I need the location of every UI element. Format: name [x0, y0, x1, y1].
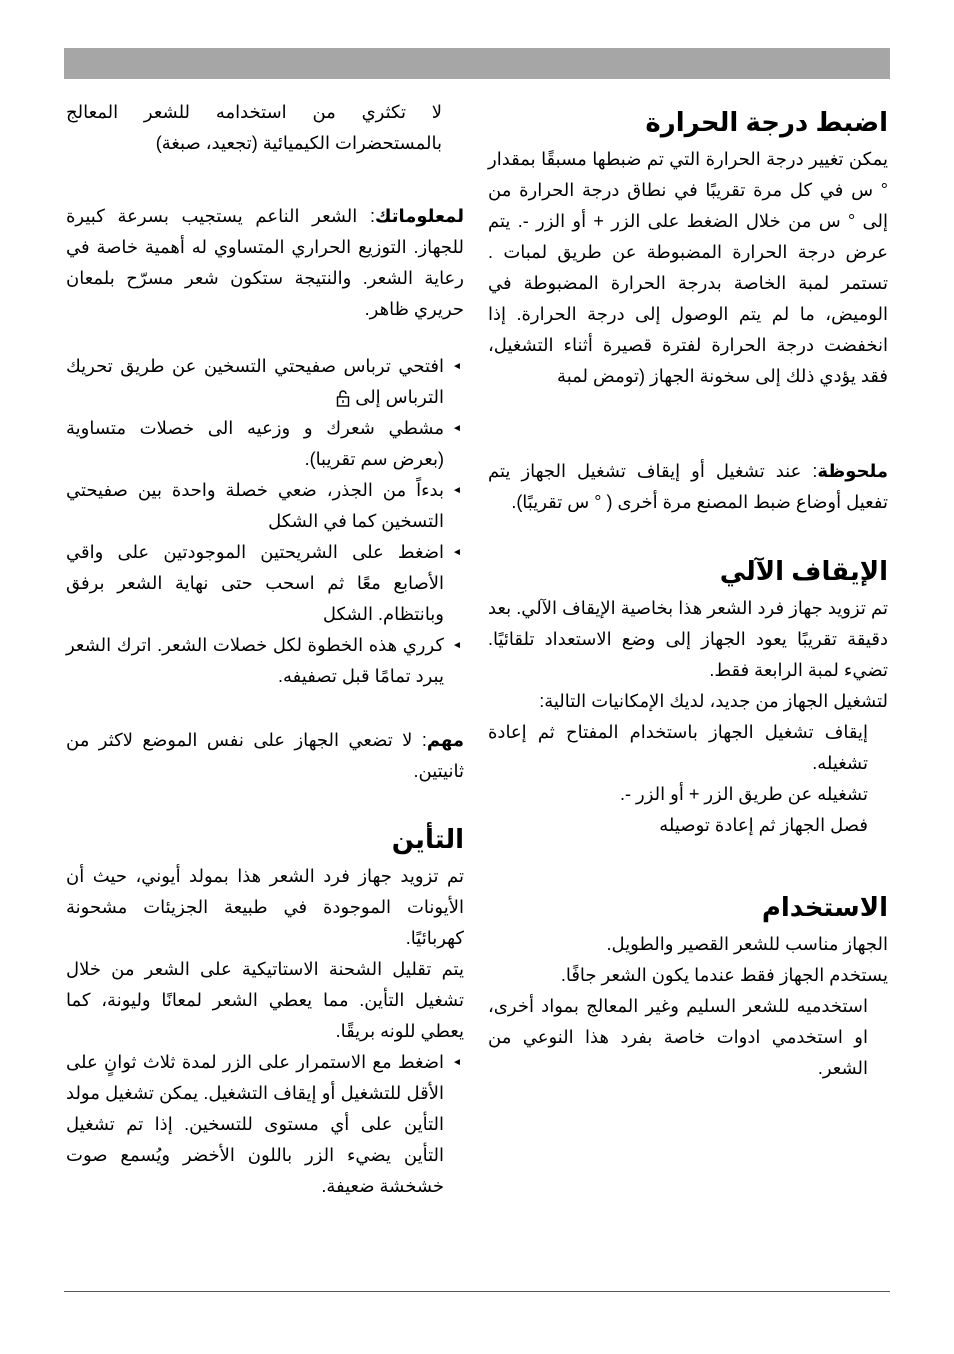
triangle-bullet-icon: ◄ [452, 640, 462, 651]
step-item [66, 413, 464, 475]
step-text: افتحي ترباس صفيحتي التسخين عن طريق تحريك الترباس إلى [66, 356, 444, 407]
restart-options [488, 717, 888, 841]
temperature-paragraph: يمكن تغيير درجة الحرارة التي تم ضبطها مسبقًا بمقدار ° س في كل مرة تقريبًا في نطاق درجة الحرارة من إلى ° س من خلال الضغط على الزر + أو الزر -. يتم عرض درجة الحرارة المضبوطة عن طريق لمبات . تستمر لمبة الخاصة بدرجة الحرارة المضبوطة في الوميض، ما لم يتم الوصول إلى درجة الحرارة. إذا انخفضت درجة الحرارة لفترة قصيرة أثناء التشغيل، فقد يؤدي ذلك إلى سخونة الجهاز (تومض لمبة [488, 149, 888, 386]
triangle-bullet-icon: ◄ [452, 547, 462, 558]
usage-line: الجهاز مناسب للشعر القصير والطويل. [606, 934, 888, 954]
usage-heading: الاستخدام [761, 892, 888, 922]
triangle-bullet-icon: ◄ [452, 423, 462, 434]
steps-list [66, 351, 464, 692]
ionization-paragraph-2: يتم تقليل الشحنة الاستاتيكية على الشعر من خلال تشغيل التأين. مما يعطي الشعر لمعانًا وليونة، كما يعطي للونه بريقًا. [66, 959, 464, 1041]
note-paragraph [488, 456, 888, 518]
info-label: لمعلوماتك [374, 206, 464, 226]
triangle-bullet-icon: ◄ [452, 485, 462, 496]
note-text: : عند تشغيل أو إيقاف تشغيل الجهاز يتم تفعيل أوضاع ضبط المصنع مرة أخرى ( ° س تقريبًا). [488, 461, 888, 512]
step-text: اضغط على الشريحتين الموجودتين على واقي الأصابع معًا ثم اسحب حتى نهاية الشعر برفق وبانتظام. الشكل [66, 542, 444, 624]
header-bar [64, 48, 890, 79]
usage-line: يستخدم الجهاز فقط عندما يكون الشعر جافًا. [560, 965, 888, 985]
usage-line: استخدميه للشعر السليم وغير المعالج بمواد أخرى، او استخدمي ادوات خاصة بفرد هذا النوعي من الشعر. [488, 996, 868, 1078]
important-text: : لا تضعي الجهاز على نفس الموضع لاكثر من ثانيتين. [66, 730, 464, 781]
open-lock-icon [336, 389, 350, 407]
ionization-steps [66, 1047, 464, 1202]
step-item [66, 537, 464, 630]
footer-divider [64, 1291, 890, 1292]
info-paragraph [66, 201, 464, 325]
temperature-heading: اضبط درجة الحرارة [645, 107, 888, 137]
step-item [66, 475, 464, 537]
right-column [488, 100, 888, 1084]
important-paragraph [66, 725, 464, 787]
left-column [66, 97, 464, 1202]
step-text: بدءاً من الجذر، ضعي خصلة واحدة بين صفيحتي التسخين كما في الشكل [66, 480, 444, 531]
note-label: ملحوظة [817, 461, 888, 481]
step-text: مشطي شعرك و وزعيه الى خصلات متساوية (بعرض سم تقريبا). [66, 418, 444, 469]
ionization-heading: التأين [391, 824, 464, 854]
triangle-bullet-icon: ◄ [452, 361, 462, 372]
restart-paragraph: لتشغيل الجهاز من جديد، لديك الإمكانيات التالية: [539, 691, 888, 711]
info-text: : الشعر الناعم يستجيب بسرعة كبيرة للجهاز. التوزيع الحراري المتساوي له أهمية خاصة في رعاية الشعر. والنتيجة ستكون شعر مسرّح بلمعان حريري ظاهر. [66, 206, 464, 319]
ionization-paragraph-1: تم تزويد جهاز فرد الشعر هذا بمولد أيوني، حيث أن الأيونات الموجودة في طبيعة الجزيئات مشحونة كهربائيًا. [66, 866, 464, 948]
step-item [66, 351, 464, 413]
restart-option: تشغيله عن طريق الزر + أو الزر -. [620, 784, 868, 804]
chemical-warning: لا تكثري من استخدامه للشعر المعالج بالمستحضرات الكيميائية (تجعيد، صبغة) [66, 102, 442, 153]
step-text: اضغط مع الاستمرار على الزر لمدة ثلاث ثوانٍ على الأقل للتشغيل أو إيقاف التشغيل. يمكن تشغيل مولد التأين على أي مستوى للتسخين. إذا تم تشغيل التأين يضيء الزر باللون الأخضر ويُسمع صوت خشخشة ضعيفة. [66, 1052, 444, 1196]
auto-off-paragraph: تم تزويد جهاز فرد الشعر هذا بخاصية الإيقاف الآلي. بعد دقيقة تقريبًا يعود الجهاز إلى وضع الاستعداد تلقائيًا. تضيء لمبة الرابعة فقط. [488, 598, 888, 680]
step-item [66, 1047, 464, 1202]
restart-option: فصل الجهاز ثم إعادة توصيله [659, 815, 868, 835]
important-label: مهم [426, 730, 464, 750]
step-text: كرري هذه الخطوة لكل خصلات الشعر. اترك الشعر يبرد تمامًا قبل تصفيفه. [66, 635, 444, 686]
step-item [66, 630, 464, 692]
restart-option: إيقاف تشغيل الجهاز باستخدام المفتاح ثم إعادة تشغيله. [488, 722, 868, 773]
auto-off-heading: الإيقاف الآلي [719, 556, 888, 586]
triangle-bullet-icon: ◄ [452, 1057, 462, 1068]
